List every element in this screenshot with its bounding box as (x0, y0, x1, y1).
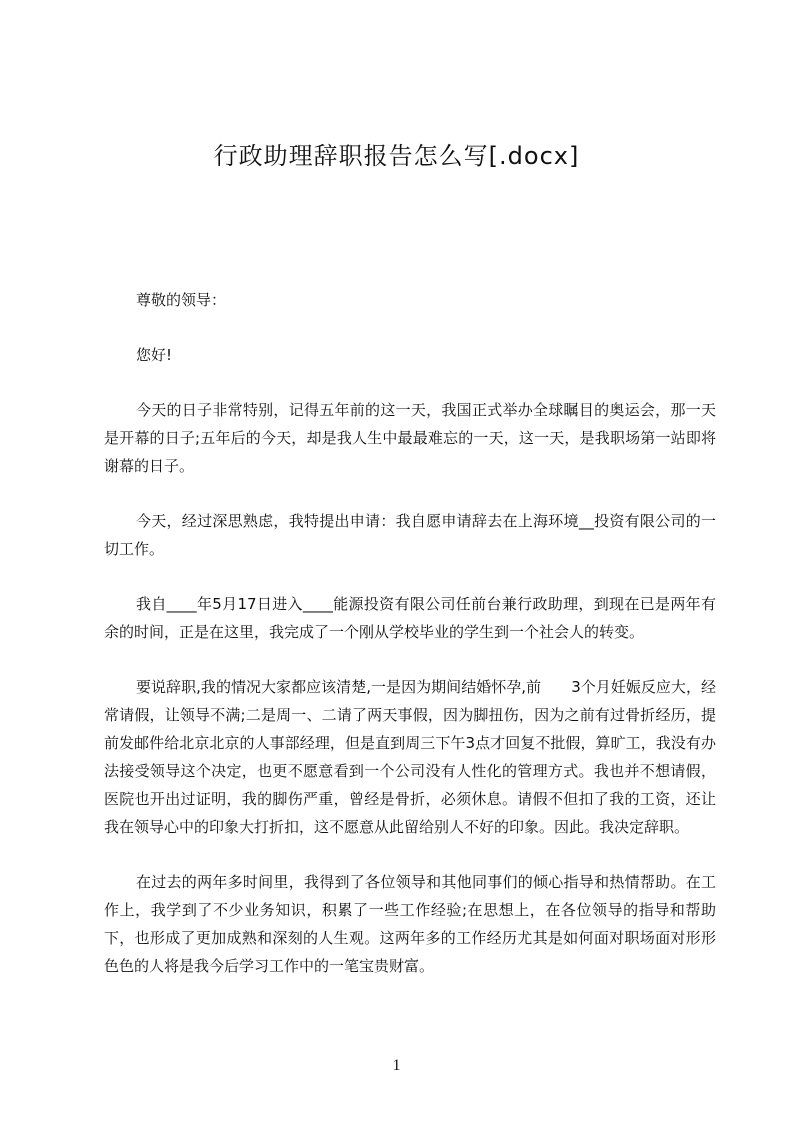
salutation-paragraph: 尊敬的领导： (136, 291, 227, 309)
document-title: 行政助理辞职报告怎么写[.docx] (213, 142, 580, 170)
body-paragraph: 我自____年5月17日进入____能源投资有限公司任前台兼行政助理，到现在已是两年有余的时间，正是在这里，我完成了一个刚从学校毕业的学生到一个社会人的转变。 (104, 595, 716, 641)
body-paragraph: 要说辞职,我的情况大家都应该清楚,一是因为期间结婚怀孕,前 3个月妊娠反应大，经常请假，让领导不满;二是周一、二请了两天事假，因为脚扭伤，因为之前有过骨折经历，提前发邮件给北京北京的人事部经理，但是直到周三下午3点才回复不批假，算旷工，我没有办法接受领导这个决定，也更不愿意看到一个公司没有人性化的管理方式。我也并不想请假，医院也开出过证明，我的脚伤严重，曾经是骨折，必须休息。请假不但扣了我的工资，还让我在领导心中的印象大打折扣，这不愿意从此留给别人不好的印象。因此。我决定辞职。 (104, 678, 716, 836)
body-paragraph: 今天的日子非常特别，记得五年前的这一天，我国正式举办全球瞩目的奥运会，那一天是开幕的日子;五年后的今天，却是我人生中最最难忘的一天，这一天，是我职场第一站即将谢幕的日子。 (104, 401, 716, 475)
greeting-paragraph: 您好! (136, 346, 173, 364)
body-paragraph: 今天，经过深思熟虑，我特提出申请：我自愿申请辞去在上海环境__投资有限公司的一切工作。 (104, 512, 716, 558)
document-body (104, 286, 716, 1007)
page-number: 1 (392, 1057, 401, 1074)
body-paragraph: 在过去的两年多时间里，我得到了各位领导和其他同事们的倾心指导和热情帮助。在工作上，我学到了不少业务知识，积累了一些工作经验;在思想上，在各位领导的指导和帮助下，也形成了更加成熟和深刻的人生观。这两年多的工作经历尤其是如何面对职场面对形形色色的人将是我今后学习工作中的一笔宝贵财富。 (104, 873, 716, 975)
